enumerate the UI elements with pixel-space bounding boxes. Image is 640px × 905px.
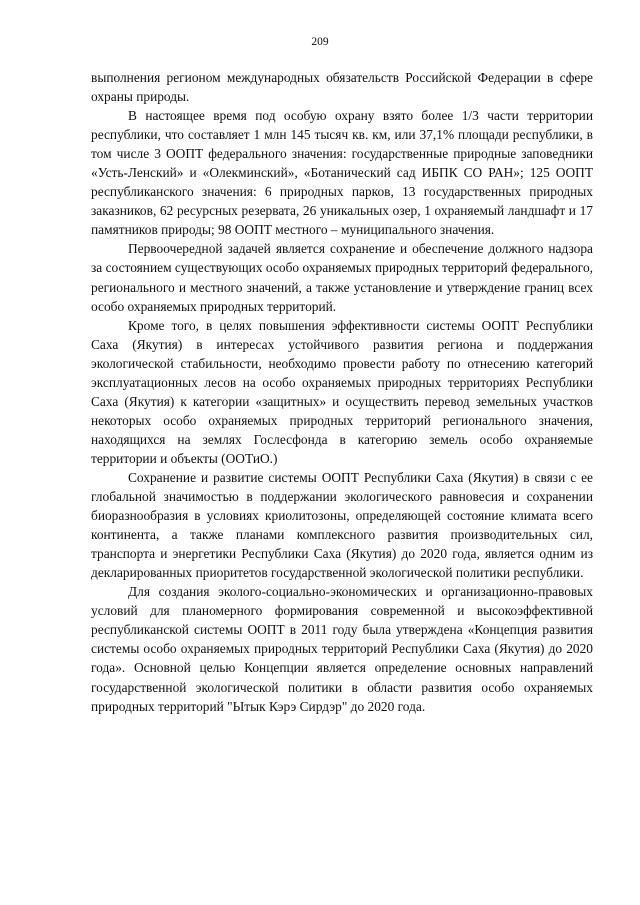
paragraph-concept-2020: Для создания эколого-социально-экономических и организационно-правовых условий для планомерного формирования современной и высокоэффективной республиканской системы ООПТ в 2011 году была утверждена «Концепция развития системы особо охраняемых природных территорий Республики Саха (Якутия) до 2020 года». Основной целью Концепции является определение основных направлений государственной экологической политики в области развития особо охраняемых природных территорий "Ытык Кэрэ Сирдэр" до 2020 года. xyxy=(91,584,593,714)
paragraph-continuation: выполнения регионом международных обязательств Российской Федерации в сфере охраны природы. xyxy=(91,70,593,105)
page-number: 209 xyxy=(311,36,329,48)
paragraph-system-development: Сохранение и развитие системы ООПТ Республики Саха (Якутия) в связи с ее глобальной значимостью в поддержании экологического равновесия и сохранении биоразнообразия в условиях криолитозоны, определяющей состояние климата всего континента, а также планами комплексного развития производительных сил, транспорта и энергетики Республики Саха (Якутия) до 2020 года, является одним из декларированных приоритетов государственной экологической политики республики. xyxy=(91,469,593,581)
paragraph-forest-categories: Кроме того, в целях повышения эффективности системы ООПТ Республики Саха (Якутия) в интересах устойчивого развития региона и поддержания экологической стабильности, необходимо провести работу по отнесению категорий эксплуатационных лесов на особо охраняемых природных территориях Республики Саха (Якутия) к категории «защитных» и осуществить перевод земельных участков некоторых особо охраняемых природных территорий регионального значения, находящихся на землях Гослесфонда в категорию земель особо охраняемые территории и объекты (ООТиО.) xyxy=(91,317,593,466)
paragraph-priority-task: Первоочередной задачей является сохранение и обеспечение должного надзора за состоянием существующих особо охраняемых природных территорий федерального, регионального и местного значений, а также установление и утверждение границ всех особо охраняемых природных территорий. xyxy=(91,241,593,314)
paragraph-protected-area-statistics: В настоящее время под особую охрану взято более 1/3 части территории республики, что составляет 1 млн 145 тысяч кв. км, или 37,1% площади республики, в том числе 3 ООПТ федерального значения: государственные природные заповедники «Усть-Ленский» и «Олекминский», «Ботанический сад ИБПК СО РАН»; 125 ООПТ республиканского значения: 6 природных парков, 13 государственных природных заказников, 62 ресурсных резервата, 26 уникальных озер, 1 охраняемый ландшафт и 17 памятников природы; 98 ООПТ местного – муниципального значения. xyxy=(91,108,593,238)
body-text xyxy=(91,68,593,716)
